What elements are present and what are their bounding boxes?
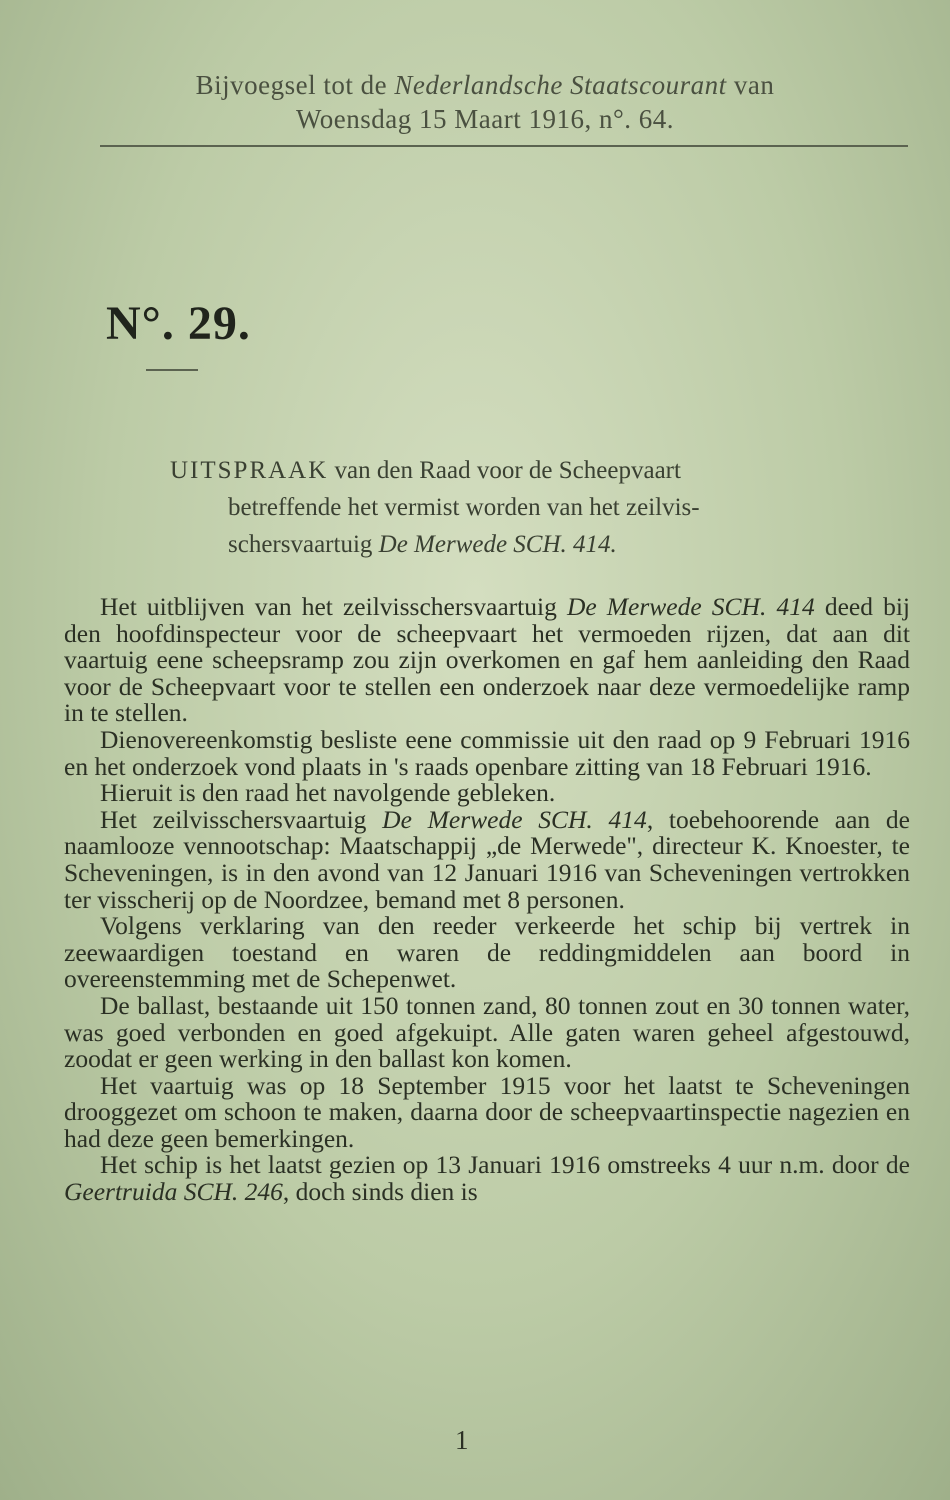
document-title bbox=[170, 452, 912, 563]
document-number: N°. 29. bbox=[106, 297, 251, 350]
paragraph-text: , toebehoorende aan de naamlooze vennootschap: Maatschappij „de Merwede", directeur K. Knoester, te Scheveningen, is in den avond van 12 Januari 1916 van Scheveningen vertrokken ter visscherij op de Noordzee, bemand met 8 personen. bbox=[64, 804, 910, 914]
title-line-2: betreffende het vermist worden van het zeilvis- bbox=[228, 494, 700, 521]
paragraph-text: , doch sinds dien is bbox=[282, 1177, 478, 1207]
title-text: schersvaartuig bbox=[228, 531, 379, 558]
header-journal-name: Nederlandsche Staatscourant bbox=[394, 70, 727, 100]
ship-name: De Merwede SCH. 414 bbox=[382, 804, 647, 834]
header-divider bbox=[100, 145, 908, 147]
page-number: 1 bbox=[455, 1425, 469, 1455]
paragraph-text: Het uitblijven van het zeilvisschersvaartuig bbox=[100, 592, 567, 621]
paragraph: Volgens verklaring van den reeder verkeerde het schip bij vertrek in zeewaardigen toestand en waren de reddingmiddelen aan boord in overeenstemming met de Schepenwet. bbox=[64, 911, 910, 994]
title-keyword: UITSPRAAK bbox=[170, 457, 329, 484]
paragraph: Het vaartuig was op 18 September 1915 voor het laatst te Scheveningen drooggezet om schoon te maken, daarna door de scheepvaartinspectie nagezien en had deze geen bemerkingen. bbox=[64, 1070, 910, 1153]
title-line-1 bbox=[170, 452, 912, 489]
paragraph: De ballast, bestaande uit 150 tonnen zand, 80 tonnen zout en 30 tonnen water, was goed verbonden en goed afgekuipt. Alle gaten waren geheel afgestouwd, zoodat er geen werking in den ballast kon komen. bbox=[64, 990, 910, 1074]
ship-name: De Merwede SCH. 414. bbox=[378, 531, 617, 558]
header-text: Bijvoegsel tot de bbox=[195, 70, 395, 100]
paragraph: Dienovereenkomstig besliste eene commissie uit den raad op 9 Februari 1916 en het onderzoek vond plaats in 's raads openbare zitting van 18 Februari 1916. bbox=[64, 724, 910, 781]
title-line-3 bbox=[170, 526, 912, 563]
header-line-1 bbox=[60, 68, 910, 102]
publication-header bbox=[60, 68, 910, 136]
paragraph: Hieruit is den raad het navolgende gebleken. bbox=[100, 778, 556, 808]
paragraph-text: Het schip is het laatst gezien op 13 Januari 1916 omstreeks 4 uur n.m. door de bbox=[100, 1150, 910, 1180]
header-line-2: Woensdag 15 Maart 1916, n°. 64. bbox=[295, 104, 675, 134]
paragraph-text: deed bij den hoofdinspecteur voor de scheepvaart het vermoeden rijzen, dat aan dit vaartuig eene scheepsramp zou zijn overkomen en gaf hem aanleiding den Raad voor de Scheepvaart voor te stellen een onderzoek naar deze vermoedelijke ramp in te stellen. bbox=[64, 592, 910, 728]
paragraph bbox=[64, 594, 910, 727]
title-text: van den Raad voor de Scheepvaart bbox=[328, 457, 681, 484]
body-text bbox=[64, 594, 910, 1206]
paragraph bbox=[64, 1152, 910, 1205]
paragraph bbox=[64, 804, 910, 914]
ship-name: Geertruida SCH. 246 bbox=[64, 1177, 283, 1207]
header-text: van bbox=[726, 70, 775, 100]
number-divider bbox=[146, 369, 198, 371]
paragraph-text: Het zeilvisschersvaartuig bbox=[100, 804, 383, 834]
ship-name: De Merwede SCH. 414 bbox=[566, 592, 815, 621]
